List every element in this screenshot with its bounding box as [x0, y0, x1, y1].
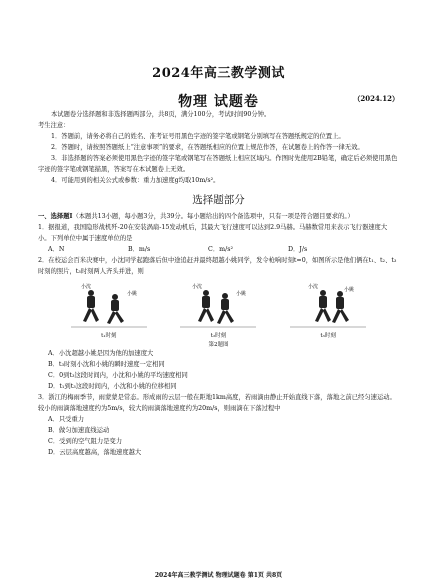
notice-label: 考生注意： [38, 122, 70, 129]
q2-choice-a: A．小沈超越小姚是因为他的加速度大 [48, 350, 154, 357]
note-4: 4．可能用到的相关公式或参数：重力加速度g均取10m/s²。 [51, 177, 220, 184]
label-shen-t2: 小沈 [192, 284, 203, 290]
note-2: 2．答题时，请按照答题纸上“注意事项”的要求，在答题纸相应的位置上规范作答，在试题卷上的作答一律无效。 [51, 144, 364, 151]
section1-label: 一、选择题Ⅰ [38, 213, 73, 220]
subtitle-row [38, 91, 399, 109]
figure-t1 [69, 281, 149, 339]
q1-option-a: A．N [48, 246, 65, 253]
exam-subtitle: 物理 试题卷 [178, 94, 259, 110]
question-1-text: 1．据报道，我国隐形战机歼-20在安装涡扇-15发动机后，其最大飞行速度可以达到2.9马赫。马赫数常用来表示飞行器速度大小。下列单位中属于速度单位的是 [38, 224, 388, 242]
q3-choice-c: C．受到的空气阻力是变力 [48, 438, 123, 445]
page-footer: 2024年高三教学测试 物理试题卷 第1页 共8页 [154, 572, 283, 579]
section-title: 选择题部分 [192, 194, 245, 206]
q3-choice-a: A．只受重力 [48, 416, 85, 423]
label-yao-t1: 小姚 [126, 291, 137, 297]
note-1: 1．答题前，请务必将自己的姓名、准考证号用黑色字迹的签字笔或钢笔分别填写在答题纸规定的位置上。 [51, 133, 345, 140]
runners-image-t2 [178, 281, 258, 331]
label-shen-t3: 小沈 [308, 284, 319, 290]
label-yao-t3: 小姚 [344, 287, 355, 293]
runners-image-t3 [288, 281, 368, 331]
figure-t2 [178, 281, 258, 339]
label-shen-t1: 小沈 [80, 284, 91, 290]
q2-choice-c: C．0到t₃这段时间内，小沈和小姚的平均速度相同 [48, 372, 188, 379]
q2-choice-d: D．t₁到t₃这段时间内，小沈和小姚的位移相同 [48, 383, 177, 390]
question-2-text: 2．在校运会百米决赛中，小沈同学起跑落后但中途追赶并最终超越小姚同学，发令枪响时刻t=0，如图所示是他们俩在t₁、t₂、t₃时刻的照片，t₃时刻两人齐头并进，则 [38, 257, 397, 275]
q3-choice-d: D．云层高度越高，落地速度越大 [48, 449, 142, 456]
q1-option-b: B．m/s [128, 246, 151, 253]
caption-t1: t₁时刻 [101, 333, 117, 339]
intro-text: 本试题卷分选择题和非选择题两部分，共8页，满分100分，考试时间90分钟。 [51, 111, 271, 118]
q3-choice-b: B．做匀加速直线运动 [48, 427, 110, 434]
exam-title: 2024年高三教学测试 [152, 66, 285, 81]
question-2-figure-caption: 第2题图 [208, 342, 229, 348]
q1-option-c: C．m/s² [208, 246, 233, 253]
question-2-figure [38, 281, 399, 339]
figure-t3 [288, 281, 368, 339]
exam-date: （2024.12） [353, 94, 399, 103]
note-3: 3．非选择题的答案必须使用黑色字迹的签字笔或钢笔写在答题纸上相应区域内。作图时先使用2B铅笔，确定后必须使用黑色字迹的签字笔或钢笔描黑，答案写在本试题卷上无效。 [38, 155, 398, 173]
caption-t3: t₃时刻 [320, 333, 336, 339]
q1-option-d: D．J/s [288, 246, 308, 253]
caption-t2: t₂时刻 [210, 333, 227, 339]
q2-choice-b: B．t₃时刻小沈和小姚的瞬时速度一定相同 [48, 361, 165, 368]
question-1-options [38, 244, 399, 255]
label-yao-t2: 小姚 [236, 291, 247, 297]
question-3-text: 3．浙江的梅雨季节，雨蒙蒙是常态。形成雨的云层一般在距地1km高度，若雨滴由静止开始直线下落，落地之前已经匀速运动。较小的雨滴落地速度约为5m/s，较大的雨滴落地速度约为20m/s，则雨滴在下落过程中 [38, 394, 396, 412]
runners-image-t1 [69, 281, 149, 331]
section1-desc: （本题共13小题，每小题3分，共39分。每小题给出的四个备选项中，只有一项是符合题目要求的。） [72, 213, 354, 220]
section1-header [38, 211, 399, 222]
